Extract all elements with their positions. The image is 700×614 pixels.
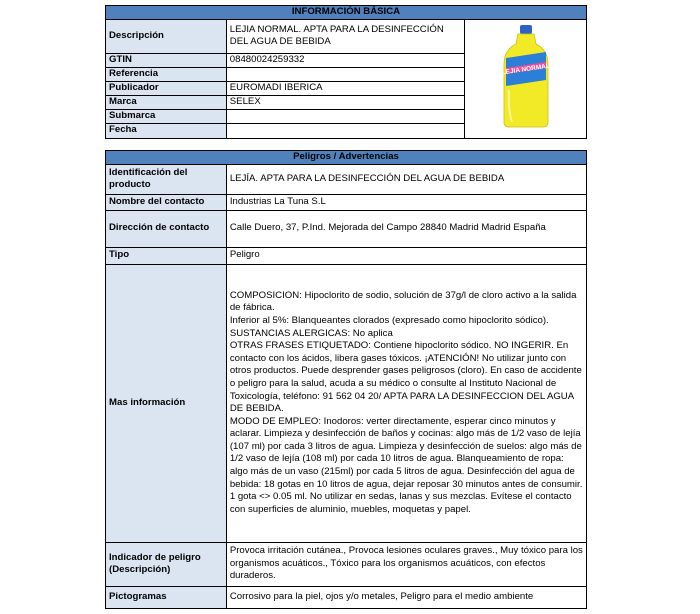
hazards-header: Peligros / Advertencias <box>106 151 587 165</box>
hazards-table <box>105 150 587 609</box>
label-nombre-contacto: Nombre del contacto <box>106 194 227 210</box>
value-indicador-peligro: Provoca irritación cutánea., Provoca lesiones oculares graves., Muy tóxico para los organismos acuáticos., Tóxico para los organismos acuáticos, con efectos duraderos. <box>226 542 586 586</box>
value-pictogramas: Corrosivo para la piel, ojos y/o metales, Peligro para el medio ambiente <box>226 586 586 608</box>
product-image-cell <box>465 19 587 138</box>
info-composicion: COMPOSICION: Hipoclorito de sodio, solución de 37g/l de cloro activo a la salida de fábrica. <box>229 289 577 314</box>
label-marca: Marca <box>106 95 227 109</box>
info-modo-empleo: MODO DE EMPLEO: Inodoros: verter directamente, esperar cinco minutos y aclarar. Limpieza y desinfección de baños y cocinas: algo más de 1/2 vaso de lejía (107 ml) por cada 3 litros de agua. Limpieza y desinfección de suelos: algo más de 1/2 vaso de lejía (108 ml) por cada 10 litros de agua. Blanqueamiento de ropa: algo más de un vaso (215ml) por cada 5 litros de agua. Desinfección del agua de bebida: 18 gotas en 10 litros de agua, dejar reposar 30 minutos antes de consumir. 1 gota <> 0.05 ml. No utilizar en sedas, lanas y sus mezclas. Evítese el contacto con superficies de aluminio, muebles, moquetas y papel. <box>229 415 583 515</box>
info-sustancias-alergicas: SUSTANCIAS ALERGICAS: No aplica <box>229 327 393 339</box>
info-inferior: Inferior al 5%: Blanqueantes clorados (expresado como hipoclorito sódico). <box>229 314 549 326</box>
value-tipo: Peligro <box>226 247 586 264</box>
product-bottle-image <box>496 24 556 128</box>
basic-info-table <box>105 5 587 139</box>
info-otras-frases: OTRAS FRASES ETIQUETADO: Contiene hipoclorito sódico. NO INGERIR. En contacto con los ácidos, libera gases tóxicos. ¡ATENCIÓN! No utilizar junto con otros productos. Puede desprender gases peligrosos (cloro). En caso de accidente o peligro para la salud, acuda a su médico o consulte al Instituto Nacional de Toxicología, teléfono: 91 562 04 20/ APTA PARA LA DESINFECCION DEL AGUA DE BEBIDA. <box>229 340 582 415</box>
label-indicador-peligro: Indicador de peligro (Descripción) <box>106 542 227 586</box>
label-pictogramas: Pictogramas <box>106 586 227 608</box>
value-gtin: 08480024259332 <box>226 53 464 67</box>
bottle-cap <box>520 25 532 34</box>
label-publicador: Publicador <box>106 81 227 95</box>
value-descripcion: LEJIA NORMAL. APTA PARA LA DESINFECCIÓN DEL AGUA DE BEBIDA <box>226 19 464 53</box>
value-referencia <box>226 67 464 81</box>
label-descripcion: Descripción <box>106 19 227 53</box>
value-mas-informacion <box>226 264 586 542</box>
label-identificacion: Identificación del producto <box>106 164 227 194</box>
value-submarca <box>226 109 464 123</box>
value-fecha <box>226 123 464 138</box>
bottle-label-text: LEJIA NORMAL <box>500 62 550 77</box>
value-publicador: EUROMADI IBERICA <box>226 81 464 95</box>
label-referencia: Referencia <box>106 67 227 81</box>
value-direccion-contacto: Calle Duero, 37, P.Ind. Mejorada del Campo 28840 Madrid Madrid España <box>226 210 586 247</box>
label-submarca: Submarca <box>106 109 227 123</box>
value-nombre-contacto: Industrias La Tuna S.L <box>226 194 586 210</box>
value-identificacion: LEJÍA. APTA PARA LA DESINFECCIÓN DEL AGUA DE BEBIDA <box>226 164 586 194</box>
label-tipo: Tipo <box>106 247 227 264</box>
label-mas-informacion: Mas información <box>106 264 227 542</box>
label-gtin: GTIN <box>106 53 227 67</box>
value-marca: SELEX <box>226 95 464 109</box>
label-fecha: Fecha <box>106 123 227 138</box>
basic-info-header: INFORMACIÓN BÁSICA <box>106 6 587 20</box>
label-direccion-contacto: Dirección de contacto <box>106 210 227 247</box>
